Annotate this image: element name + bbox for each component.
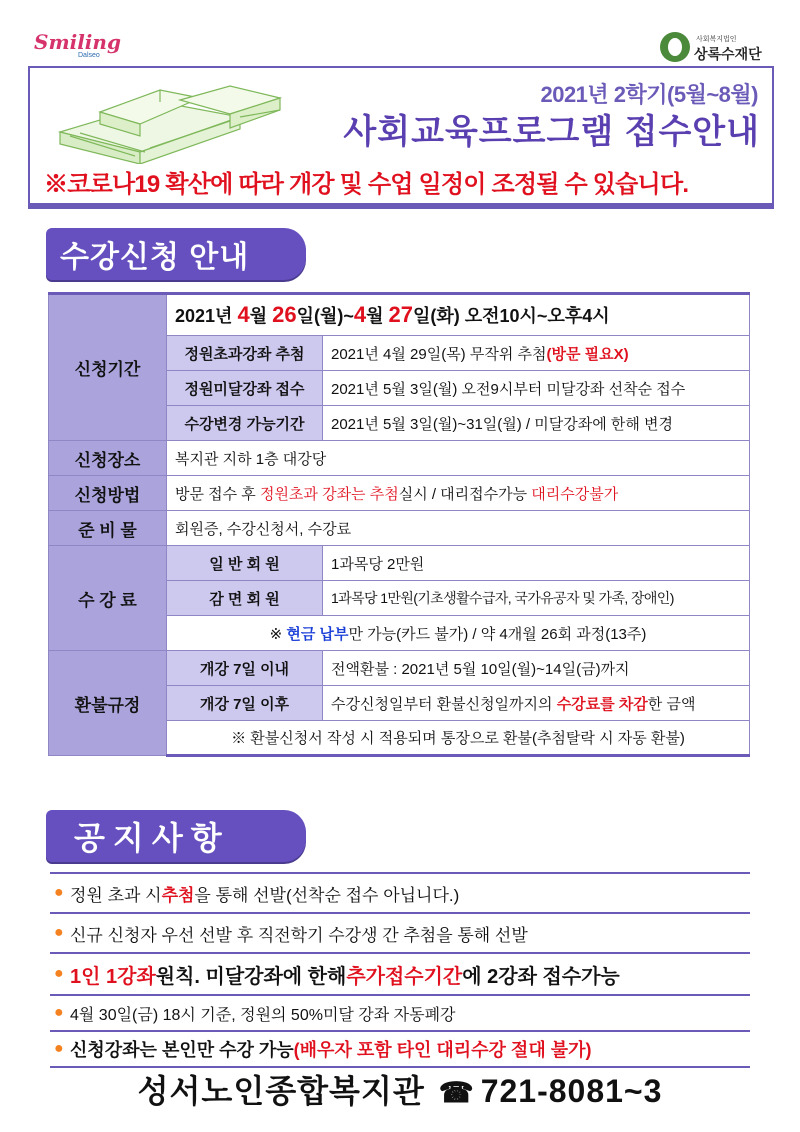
- bullet-icon: ●: [54, 965, 64, 982]
- unfilled-label: 정원미달강좌 접수: [167, 371, 323, 406]
- foundation-name: 상록수재단: [694, 46, 762, 62]
- phone-icon: ☎: [438, 1077, 475, 1108]
- bullet-icon: ●: [54, 924, 64, 941]
- logo-word: Smiling: [34, 30, 121, 54]
- fee-label: 수 강 료: [49, 546, 167, 651]
- covid-warning: ※코로나19 확산에 따라 개강 및 수업 일정이 조정될 수 있습니다.: [44, 171, 689, 198]
- fee-discount-text: 1과목당 1만원(기초생활수급자, 국가유공자 및 가족, 장애인): [323, 581, 750, 616]
- period-label: 신청기간: [49, 294, 167, 441]
- building-illustration: [40, 72, 300, 164]
- bullet-icon: ●: [54, 1004, 64, 1021]
- footer-contact: [0, 1066, 800, 1112]
- apply-info-table: [48, 292, 750, 757]
- change-text: 2021년 5월 3일(월)~31일(월) / 미달강좌에 한해 변경: [323, 406, 750, 441]
- notice-list: [50, 872, 750, 1068]
- header-subtitle: 2021년 2학기(5월~8월): [540, 82, 758, 107]
- notice-section-tag: 공지사항: [46, 810, 306, 862]
- refund-label: 환불규정: [49, 651, 167, 756]
- period-main: 2021년 4월 26일(월)~4월 27일(화) 오전10시~오후4시: [167, 294, 750, 336]
- fee-general-label: 일 반 회 원: [167, 546, 323, 581]
- header-title: 사회교육프로그램 접수안내: [343, 113, 760, 151]
- notice-item: ● 1인 1강좌 원칙. 미달강좌에 한해 추가접수기간 에 2강좌 접수가능: [50, 952, 750, 994]
- foundation-mark-icon: [660, 32, 690, 62]
- bullet-icon: ●: [54, 1040, 64, 1057]
- center-name: 성서노인종합복지관: [137, 1073, 425, 1109]
- place-text: 복지관 지하 1층 대강당: [167, 441, 750, 476]
- bullet-icon: ●: [54, 884, 64, 901]
- foundation-small-label: 사회복지법인: [696, 36, 737, 43]
- refund-within-text: 전액환불 : 2021년 5월 10일(월)~14일(금)까지: [323, 651, 750, 686]
- fee-note: ※ 현금 납부만 가능(카드 불가) / 약 4개월 26회 과정(13주): [167, 616, 750, 651]
- unfilled-text: 2021년 5월 3일(월) 오전9시부터 미달강좌 선착순 접수: [323, 371, 750, 406]
- fee-discount-label: 감 면 회 원: [167, 581, 323, 616]
- notice-item: ● 정원 초과 시 추첨 을 통해 선발(선착순 접수 아닙니다.): [50, 872, 750, 912]
- apply-section-tag: 수강신청 안내: [46, 228, 306, 280]
- refund-note: ※ 환불신청서 작성 시 적용되며 통장으로 환불(추첨탈락 시 자동 환불): [167, 721, 750, 756]
- phone-number: 721-8081~3: [480, 1073, 663, 1109]
- logo-sub: Dalseo: [78, 52, 100, 59]
- refund-after-text: 수강신청일부터 환불신청일까지의 수강료를 차감한 금액: [323, 686, 750, 721]
- change-label: 수강변경 가능기간: [167, 406, 323, 441]
- header-box: [28, 66, 774, 209]
- place-label: 신청장소: [49, 441, 167, 476]
- refund-after-label: 개강 7일 이후: [167, 686, 323, 721]
- prep-text: 회원증, 수강신청서, 수강료: [167, 511, 750, 546]
- smiling-dalseo-logo: [34, 30, 121, 64]
- lottery-label: 정원초과강좌 추첨: [167, 336, 323, 371]
- prep-label: 준 비 물: [49, 511, 167, 546]
- notice-item: ● 신규 신청자 우선 선발 후 직전학기 수강생 간 추첨을 통해 선발: [50, 912, 750, 952]
- method-text: 방문 접수 후 정원초과 강좌는 추첨실시 / 대리접수가능 대리수강불가: [167, 476, 750, 511]
- lottery-text: 2021년 4월 29일(목) 무작위 추첨(방문 필요X): [323, 336, 750, 371]
- foundation-logo: [660, 30, 770, 64]
- method-label: 신청방법: [49, 476, 167, 511]
- notice-item: ● 신청강좌는 본인만 수강 가능 (배우자 포함 타인 대리수강 절대 불가): [50, 1030, 750, 1068]
- fee-general-text: 1과목당 2만원: [323, 546, 750, 581]
- notice-item: ● 4월 30일(금) 18시 기준, 정원의 50%미달 강좌 자동폐강: [50, 994, 750, 1030]
- refund-within-label: 개강 7일 이내: [167, 651, 323, 686]
